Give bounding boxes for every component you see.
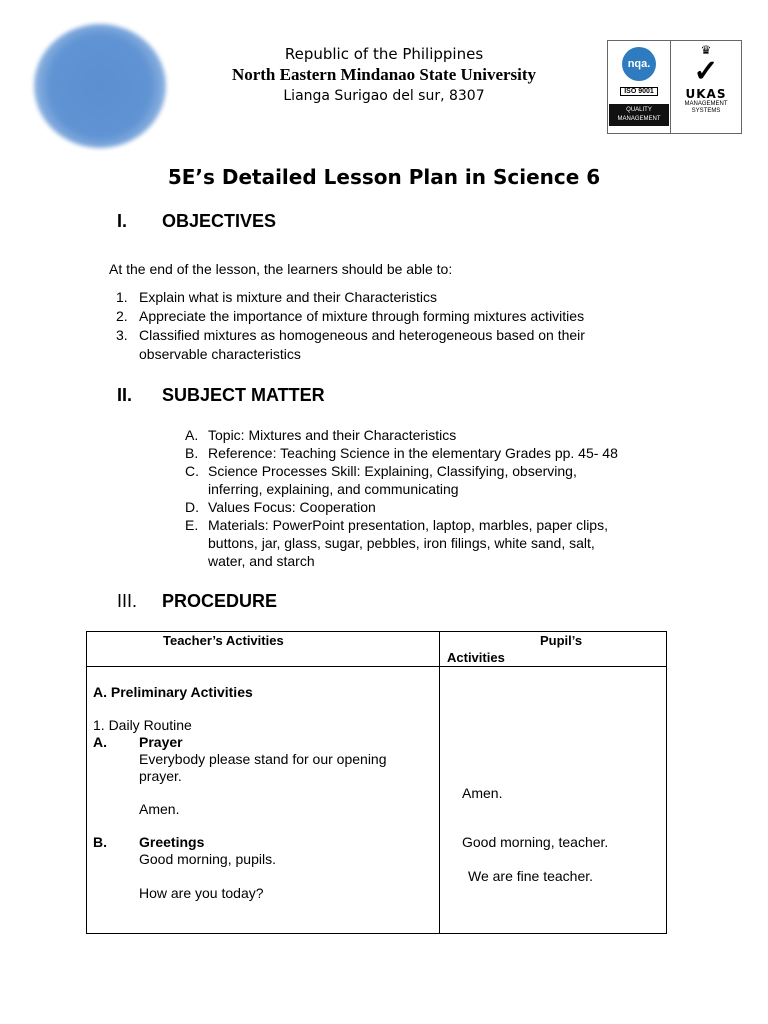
management-systems-label: MANAGEMENT SYSTEMS (684, 101, 728, 114)
checkmark-icon: ✓ (693, 55, 719, 88)
crown-icon: ♛ (700, 43, 712, 57)
teacher-line: Amen. (139, 801, 180, 817)
pupil-line: Good morning, teacher. (462, 834, 609, 850)
list-item-letter: C. (185, 463, 199, 479)
section-number-objectives: I. (117, 211, 128, 231)
list-item-number: 3. (116, 327, 128, 343)
list-item-continued: observable characteristics (139, 346, 301, 362)
table-header-teacher: Teacher’s Activities (163, 633, 284, 648)
list-item-number: 1. (116, 289, 128, 305)
table-column-divider (439, 631, 440, 934)
teacher-line: prayer. (139, 768, 182, 784)
list-item-continued: buttons, jar, glass, sugar, pebbles, iron filings, white sand, salt, (208, 535, 595, 551)
list-item: Topic: Mixtures and their Characteristics (208, 427, 457, 443)
certification-badges (607, 40, 742, 134)
list-item-letter: B. (185, 445, 199, 461)
table-header-pupil: Pupil’s (540, 633, 583, 648)
section-title-procedure: PROCEDURE (162, 591, 278, 611)
list-item-number: 2. (116, 308, 128, 324)
document-title: 5E’s Detailed Lesson Plan in Science 6 (167, 165, 601, 189)
list-item: Appreciate the importance of mixture through forming mixtures activities (139, 308, 585, 324)
greetings-heading: Greetings (139, 834, 205, 850)
quality-management-label: QUALITY MANAGEMENT (609, 104, 669, 126)
header-address: Lianga Surigao del sur, 8307 (283, 88, 485, 104)
list-item: Science Processes Skill: Explaining, Classifying, observing, (208, 463, 577, 479)
nqa-logo: nqa. (622, 47, 656, 81)
objectives-intro: At the end of the lesson, the learners should be able to: (109, 261, 453, 277)
greetings-letter: B. (93, 834, 107, 850)
section-title-subject: SUBJECT MATTER (162, 385, 325, 405)
list-item: Values Focus: Cooperation (208, 499, 376, 515)
list-item: Classified mixtures as homogeneous and heterogeneous based on their (139, 327, 585, 343)
section-number-subject: II. (117, 385, 133, 405)
ukas-badge (671, 41, 741, 133)
table-header-divider (86, 666, 667, 667)
header-university-name: North Eastern Mindanao State University (231, 65, 537, 84)
pupil-line: We are fine teacher. (468, 868, 594, 884)
list-item-letter: D. (185, 499, 199, 515)
list-item: Materials: PowerPoint presentation, laptop, marbles, paper clips, (208, 517, 608, 533)
list-item-continued: inferring, explaining, and communicating (208, 481, 459, 497)
list-item-letter: A. (185, 427, 199, 443)
daily-routine: 1. Daily Routine (93, 717, 192, 733)
nqa-badge (608, 41, 671, 133)
logo-seal (34, 24, 166, 148)
ukas-label: UKAS (685, 87, 727, 101)
prayer-heading: Prayer (139, 734, 183, 750)
pupil-line: Amen. (462, 785, 503, 801)
prayer-letter: A. (93, 734, 107, 750)
teacher-line: Everybody please stand for our opening (139, 751, 387, 767)
section-number-procedure: III. (117, 591, 138, 611)
teacher-line: Good morning, pupils. (139, 851, 276, 867)
teacher-line: How are you today? (139, 885, 264, 901)
list-item-letter: E. (185, 517, 199, 533)
list-item: Explain what is mixture and their Characteristics (139, 289, 438, 305)
list-item: Reference: Teaching Science in the elementary Grades pp. 45- 48 (208, 445, 618, 461)
table-header-pupil-cont: Activities (447, 650, 505, 665)
preliminary-activities-heading: A. Preliminary Activities (93, 684, 253, 700)
header-line-republic: Republic of the Philippines (284, 45, 484, 63)
section-title-objectives: OBJECTIVES (162, 211, 277, 231)
iso-label: ISO 9001 (620, 87, 658, 96)
list-item-continued: water, and starch (208, 553, 315, 569)
